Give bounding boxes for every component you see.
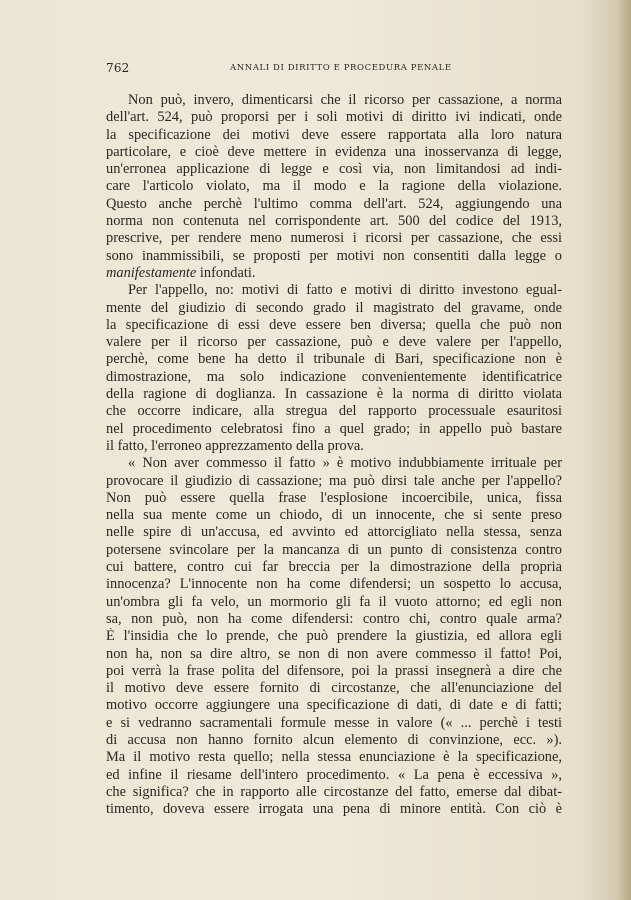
running-title: ANNALI DI DIRITTO E PROCEDURA PENALE bbox=[230, 63, 452, 73]
text-line: dell'art. 524, può proporsi per i soli motivi di diritto ivi indicati, onde bbox=[106, 109, 562, 126]
paragraph-2 bbox=[106, 282, 562, 455]
text-line: nelle spire di un'accusa, ed avvinto ed attorcigliato nella stessa, senza bbox=[106, 524, 562, 541]
text-line: nel procedimento celebratosi fino a quel grado; in appello può bastare bbox=[106, 420, 562, 437]
page-header bbox=[106, 61, 562, 77]
text-line: motivo occorre aggiungere una specificazione di dati, di date e di fatti; bbox=[106, 697, 562, 714]
text-line: valere per il ricorso per cassazione, può e deve valere per l'appello, bbox=[106, 334, 562, 351]
text-line: un'erronea applicazione di legge e così via, non limitandosi ad indi- bbox=[106, 161, 562, 178]
text-line: potersene svincolare per la mancanza di un punto di consistenza contro bbox=[106, 541, 562, 558]
text-line: della ragione di doglianza. In cassazione è la norma di diritto violata bbox=[106, 386, 562, 403]
text-line: norma non contenuta nel corrispondente art. 500 del codice del 1913, bbox=[106, 213, 562, 230]
text-line: Per l'appello, no: motivi di fatto e motivi di diritto investono egual- bbox=[128, 282, 562, 299]
body-text bbox=[106, 92, 562, 818]
page-binding-shadow bbox=[617, 0, 631, 900]
text-line: sono inammissibili, se proposti per motivi non consentiti dalla legge o bbox=[106, 247, 562, 264]
text-line: il fatto, l'erroneo apprezzamento della prova. bbox=[106, 437, 364, 454]
text-line: care l'articolo violato, ma il modo e la ragione della violazione. bbox=[106, 178, 562, 195]
text-line: perchè, come bene ha detto il tribunale di Bari, specificazione non è bbox=[106, 351, 562, 368]
text-line: la specificazione di essi deve essere ben diversa; quella che può non bbox=[106, 316, 562, 333]
text-line: nella sua mente come un chiodo, di un innocente, che si sente preso bbox=[106, 507, 562, 524]
text-line: Non può, invero, dimenticarsi che il ricorso per cassazione, a norma bbox=[128, 92, 562, 108]
text-line: poi verrà la frase polita del difensore, poi la prassi insegnerà a dire che bbox=[106, 662, 562, 679]
text-line: Non può essere quella frase l'esplosione incoercibile, unica, fissa bbox=[106, 489, 562, 506]
text-line: particolare, e cioè deve mettere in evidenza una inosservanza di legge, bbox=[106, 143, 562, 160]
text-line: e si vedranno sacramentali formule messe in valore (« ... perchè i testi bbox=[106, 714, 562, 731]
text-line: prescrive, per rendere meno numerosi i ricorsi per cassazione, che essi bbox=[106, 230, 562, 247]
text-line: che occorre indicare, alla stregua del rapporto processuale esauritosi bbox=[106, 403, 562, 420]
text-line: cui battere, contro cui far breccia per la dimostrazione della propria bbox=[106, 559, 562, 576]
text-line: che significa? che in rapporto alle circostanze del fatto, emerse dal dibat- bbox=[106, 783, 562, 800]
text-line: Ma il motivo resta quello; nella stessa enunciazione è la specificazione, bbox=[106, 749, 562, 766]
text-line: non ha, non sa dire altro, se non di non avere commesso il fatto! Poi, bbox=[106, 645, 562, 662]
text-line: dimostrazione, ma solo indicazione convenientemente identificatrice bbox=[106, 368, 562, 385]
italic-emphasis: manifestamente bbox=[106, 264, 197, 281]
page-number: 762 bbox=[106, 61, 130, 75]
text-line: mente del giudizio di secondo grado il magistrato del gravame, onde bbox=[106, 299, 562, 316]
text-line: ed infine il riesame dell'intero procedimento. « La pena è eccessiva », bbox=[106, 766, 562, 783]
text-line: sa, non può, non ha come difendersi: contro chi, contro quale arma? bbox=[106, 610, 562, 627]
text-line: un'ombra gli fa velo, un mormorio gli fa il vuoto attorno; ed egli non bbox=[106, 593, 562, 610]
text-line: innocenza? L'innocente non ha come difendersi; un sospetto lo accusa, bbox=[106, 576, 562, 593]
text-line: È l'insidia che lo prende, che può prendere la giustizia, ed allora egli bbox=[106, 628, 562, 645]
text-fragment: infondati. bbox=[196, 264, 256, 281]
text-line: di accusa non hanno fornito alcun elemento di convinzione, ecc. »). bbox=[106, 731, 562, 748]
text-line bbox=[106, 265, 562, 282]
text-line: il motivo deve essere fornito di circostanze, che all'enunciazione del bbox=[106, 680, 562, 697]
text-line: timento, doveva essere irrogata una pena di minore entità. Con ciò è bbox=[106, 801, 562, 818]
paragraph-1 bbox=[106, 92, 562, 282]
text-line: la specificazione dei motivi deve essere rapportata alla loro natura bbox=[106, 126, 562, 143]
text-line: provocare il giudizio di cassazione; ma può dirsi tale anche per l'appello? bbox=[106, 472, 562, 489]
text-line: « Non aver commesso il fatto » è motivo indubbiamente irrituale per bbox=[128, 455, 562, 472]
paragraph-3 bbox=[106, 455, 562, 818]
text-line: Questo anche perchè l'ultimo comma dell'art. 524, aggiungendo una bbox=[106, 195, 562, 212]
